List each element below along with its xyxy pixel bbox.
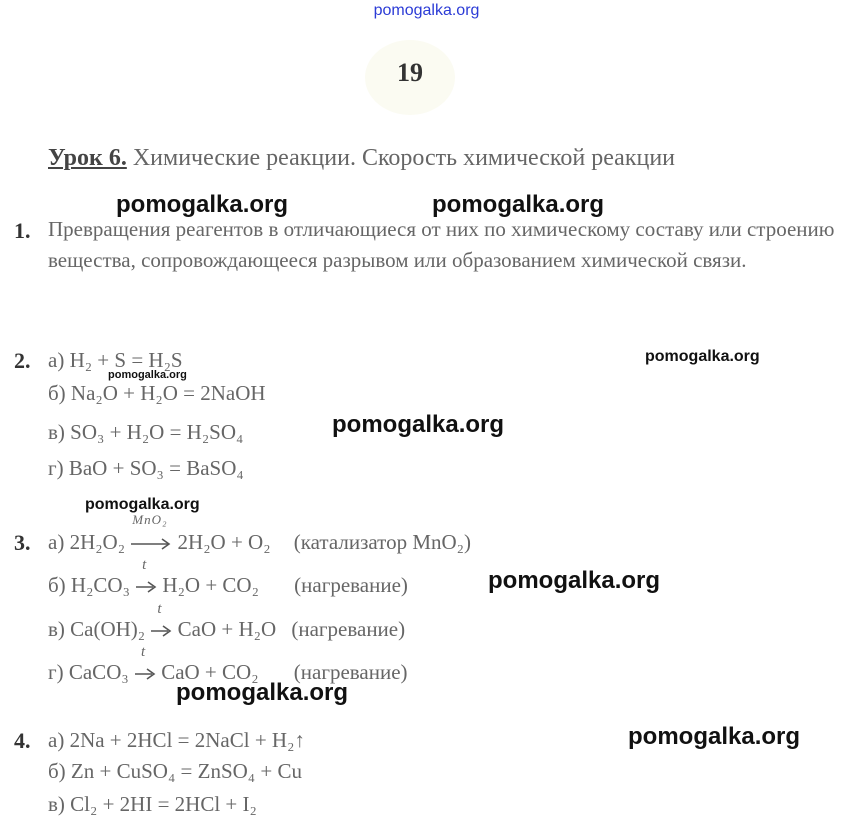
task3-c-reactants: в) Ca(OH)₂ [48, 617, 146, 641]
right-arrow-icon [130, 536, 172, 552]
task3-line-c [48, 601, 406, 642]
top-watermark[interactable]: pomogalka.org [373, 2, 480, 19]
task3-b-products: H₂O + CO₂ [162, 573, 259, 597]
task1-text: Превращения реагентов в отличающиеся от них по химическому составу или строению вещества, сопровождающееся разрывом или образованием химической связи. [48, 217, 835, 272]
task2-line-a: а) H₂ + S = H₂S [48, 348, 183, 372]
task3-b-note: (нагревание) [294, 573, 408, 597]
heat-arrow [135, 557, 157, 597]
task2-number: 2. [14, 348, 31, 373]
task3-number: 3. [14, 530, 31, 555]
watermark[interactable]: pomogalka.org [85, 496, 200, 513]
right-arrow-icon [135, 579, 157, 595]
right-arrow-icon [134, 666, 156, 682]
watermark[interactable]: pomogalka.org [488, 567, 661, 594]
task3-d-products: CaO + CO₂ [161, 660, 259, 684]
task4-line-b: б) Zn + CuSO₄ = ZnSO₄ + Cu [48, 759, 302, 783]
heat-arrow [134, 644, 156, 684]
task4-line-c: в) Cl₂ + 2HI = 2HCl + I₂ [48, 792, 257, 816]
task3-c-products: CaO + H₂O [177, 617, 277, 641]
watermark[interactable]: pomogalka.org [628, 723, 801, 750]
watermark[interactable]: pomogalka.org [432, 191, 605, 218]
heat-label: t [142, 557, 147, 574]
task3-line-b [48, 557, 408, 598]
task3-line-a [48, 512, 471, 555]
task3-c-note: (нагревание) [291, 617, 406, 641]
heat-label: t [140, 644, 146, 661]
task3-d-note: (нагревание) [293, 660, 408, 684]
heat-arrow [150, 601, 172, 641]
lesson-heading [48, 145, 675, 172]
right-arrow-icon [150, 623, 172, 639]
task2-line-d: г) BaO + SO₃ = BaSO₄ [48, 456, 244, 480]
watermark[interactable]: pomogalka.org [176, 679, 349, 706]
watermark[interactable]: pomogalka.org [332, 411, 505, 438]
task4-line-a: а) 2Na + 2HCl = 2NaCl + H₂↑ [48, 728, 305, 752]
task4-number: 4. [14, 728, 31, 753]
watermark[interactable]: pomogalka.org [645, 348, 760, 365]
task3-b-reactants: б) H₂CO₃ [48, 573, 130, 597]
task2-line-b: б) Na₂O + H₂O = 2NaOH [48, 381, 266, 405]
watermark[interactable]: pomogalka.org [108, 369, 187, 381]
task3-d-reactants: г) CaCO₃ [48, 660, 129, 684]
watermark[interactable]: pomogalka.org [116, 191, 289, 218]
catalyst-label: MnO₂ [132, 512, 168, 528]
lesson-title: Химические реакции. Скорость химической реакции [126, 145, 676, 171]
page-number: 19 [397, 58, 423, 87]
catalyst-arrow [130, 512, 172, 554]
task3-a-reactants: а) 2H₂O₂ [48, 530, 126, 554]
task1-number: 1. [14, 218, 31, 243]
lesson-label: Урок 6. [48, 145, 127, 171]
task2-line-c: в) SO₃ + H₂O = H₂SO₄ [48, 420, 244, 444]
heat-label: t [157, 601, 162, 618]
task3-a-products: 2H₂O + O₂ [177, 530, 271, 554]
task3-a-note: (катализатор MnO₂) [293, 530, 471, 554]
